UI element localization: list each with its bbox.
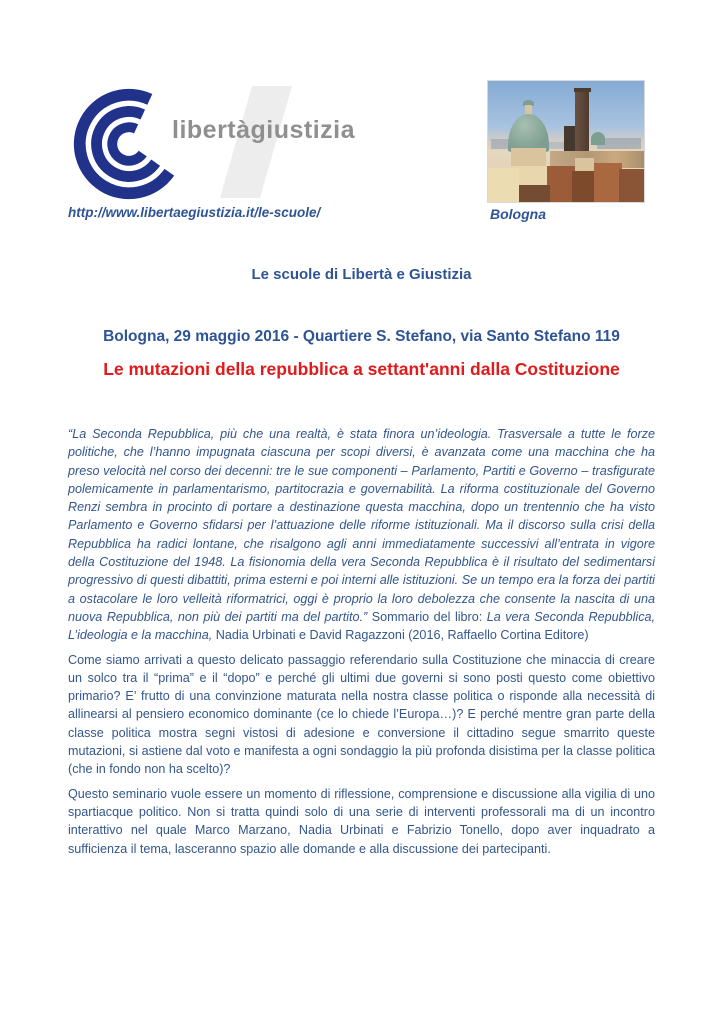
book-authors: Nadia Urbinati e David Ragazzoni (2016, Raffaello Cortina Editore) bbox=[212, 628, 589, 643]
summary-label: Sommario del libro: bbox=[371, 609, 487, 624]
schools-url-link[interactable]: http://www.libertaegiustizia.it/le-scuole/ bbox=[68, 205, 321, 220]
photo-rooftop bbox=[575, 158, 594, 170]
photo-rooftop bbox=[619, 169, 644, 203]
body-text bbox=[68, 425, 655, 864]
photo-asinelli-tower bbox=[575, 92, 588, 151]
logo bbox=[68, 84, 398, 204]
photo-sunlit-building bbox=[488, 168, 519, 203]
logo-brand-text: libertàgiustizia bbox=[172, 116, 356, 144]
photo-rooftop bbox=[547, 166, 575, 203]
event-date-location-heading: Bologna, 29 maggio 2016 - Quartiere S. Stefano, via Santo Stefano 119 bbox=[103, 328, 620, 345]
seminar-paragraph: Questo seminario vuole essere un momento di riflessione, comprensione e discussione alla vigilia di uno spartiacque politico. Non si tratta quindi solo di una serie di interventi professorali ma di un incontro interattivo nel quale Marco Marzano, Nadia Urbinati e Fabrizio Tonello, dopo aver inquadrato a sufficienza il tema, lasceranno spazio alle domande e alla discussione dei partecipanti. bbox=[68, 786, 655, 856]
photo-rooftop bbox=[519, 185, 550, 203]
photo-rooftop bbox=[594, 163, 622, 203]
photo-small-tower bbox=[564, 126, 575, 153]
book-title: La vera Seconda Repubblica, L’ideologia e la macchina, bbox=[68, 609, 655, 643]
intro-quote-paragraph bbox=[68, 425, 655, 645]
school-heading: Le scuole di Libertà e Giustizia bbox=[251, 266, 472, 283]
quote-text: “La Seconda Repubblica, più che una realtà, è stata finora un’ideologia. Trasversale a tutte le forze politiche, che l’hanno impugnata ciascuna per scopi diversi, è avanzata come una macchina che ha preso velocità nel corso dei decenni: tre le sue componenti – Parlamento, Partiti e Governo – trasfigurate polemicamente in parlamentarismo, partitocrazia e governabilità. La riforma costituzionale del Governo Renzi sembra in procinto di portare a destinazione questa macchina, dopo un trentennio che ha visto Parlamento e Governo sfidarsi per l’attuazione delle riforme istituzionali. Ma il discorso sulla crisi della Repubblica ha radici lontane, che risalgono agli anni immediatamente successivi all’entrata in vigore della Costituzione del 1948. La fisionomia della vera Seconda Repubblica è il risultato del sedimentarsi progressivo di questi dibattiti, prima esterni e poi interni alle istituzioni. Se un tempo era la forza dei partiti a ostacolare le loro velleità riformatrici, oggi è proprio la loro debolezza che consente la nascita di una nuova Repubblica, non più dei partiti ma del partito.” bbox=[68, 427, 655, 624]
photo-caption: Bologna bbox=[490, 206, 546, 222]
referendum-paragraph: Come siamo arrivati a questo delicato passaggio referendario sulla Costituzione che minaccia di creare un solco tra il “prima” e il “dopo” e perché gli ultimi due governi si sono posti questo come obiettivo primario? E’ frutto di una convinzione maturata nella nostra classe politica o risponde alla necessità di allinearsi al pensiero economico dominante (ce lo chiede l’Europa…)? E perché mentre gran parte della classe politica mostra segni vistosi di adesione e conversione il cittadino segue smarrito queste mutazioni, si astiene dal voto e manifesta a ogni sondaggio la più profonda disistima per la classe politica (che in fondo non ha scelto)? bbox=[68, 652, 655, 777]
bologna-photo bbox=[487, 80, 645, 203]
main-title: Le mutazioni della repubblica a settant'anni dalla Costituzione bbox=[103, 359, 620, 379]
photo-second-dome bbox=[591, 132, 605, 145]
